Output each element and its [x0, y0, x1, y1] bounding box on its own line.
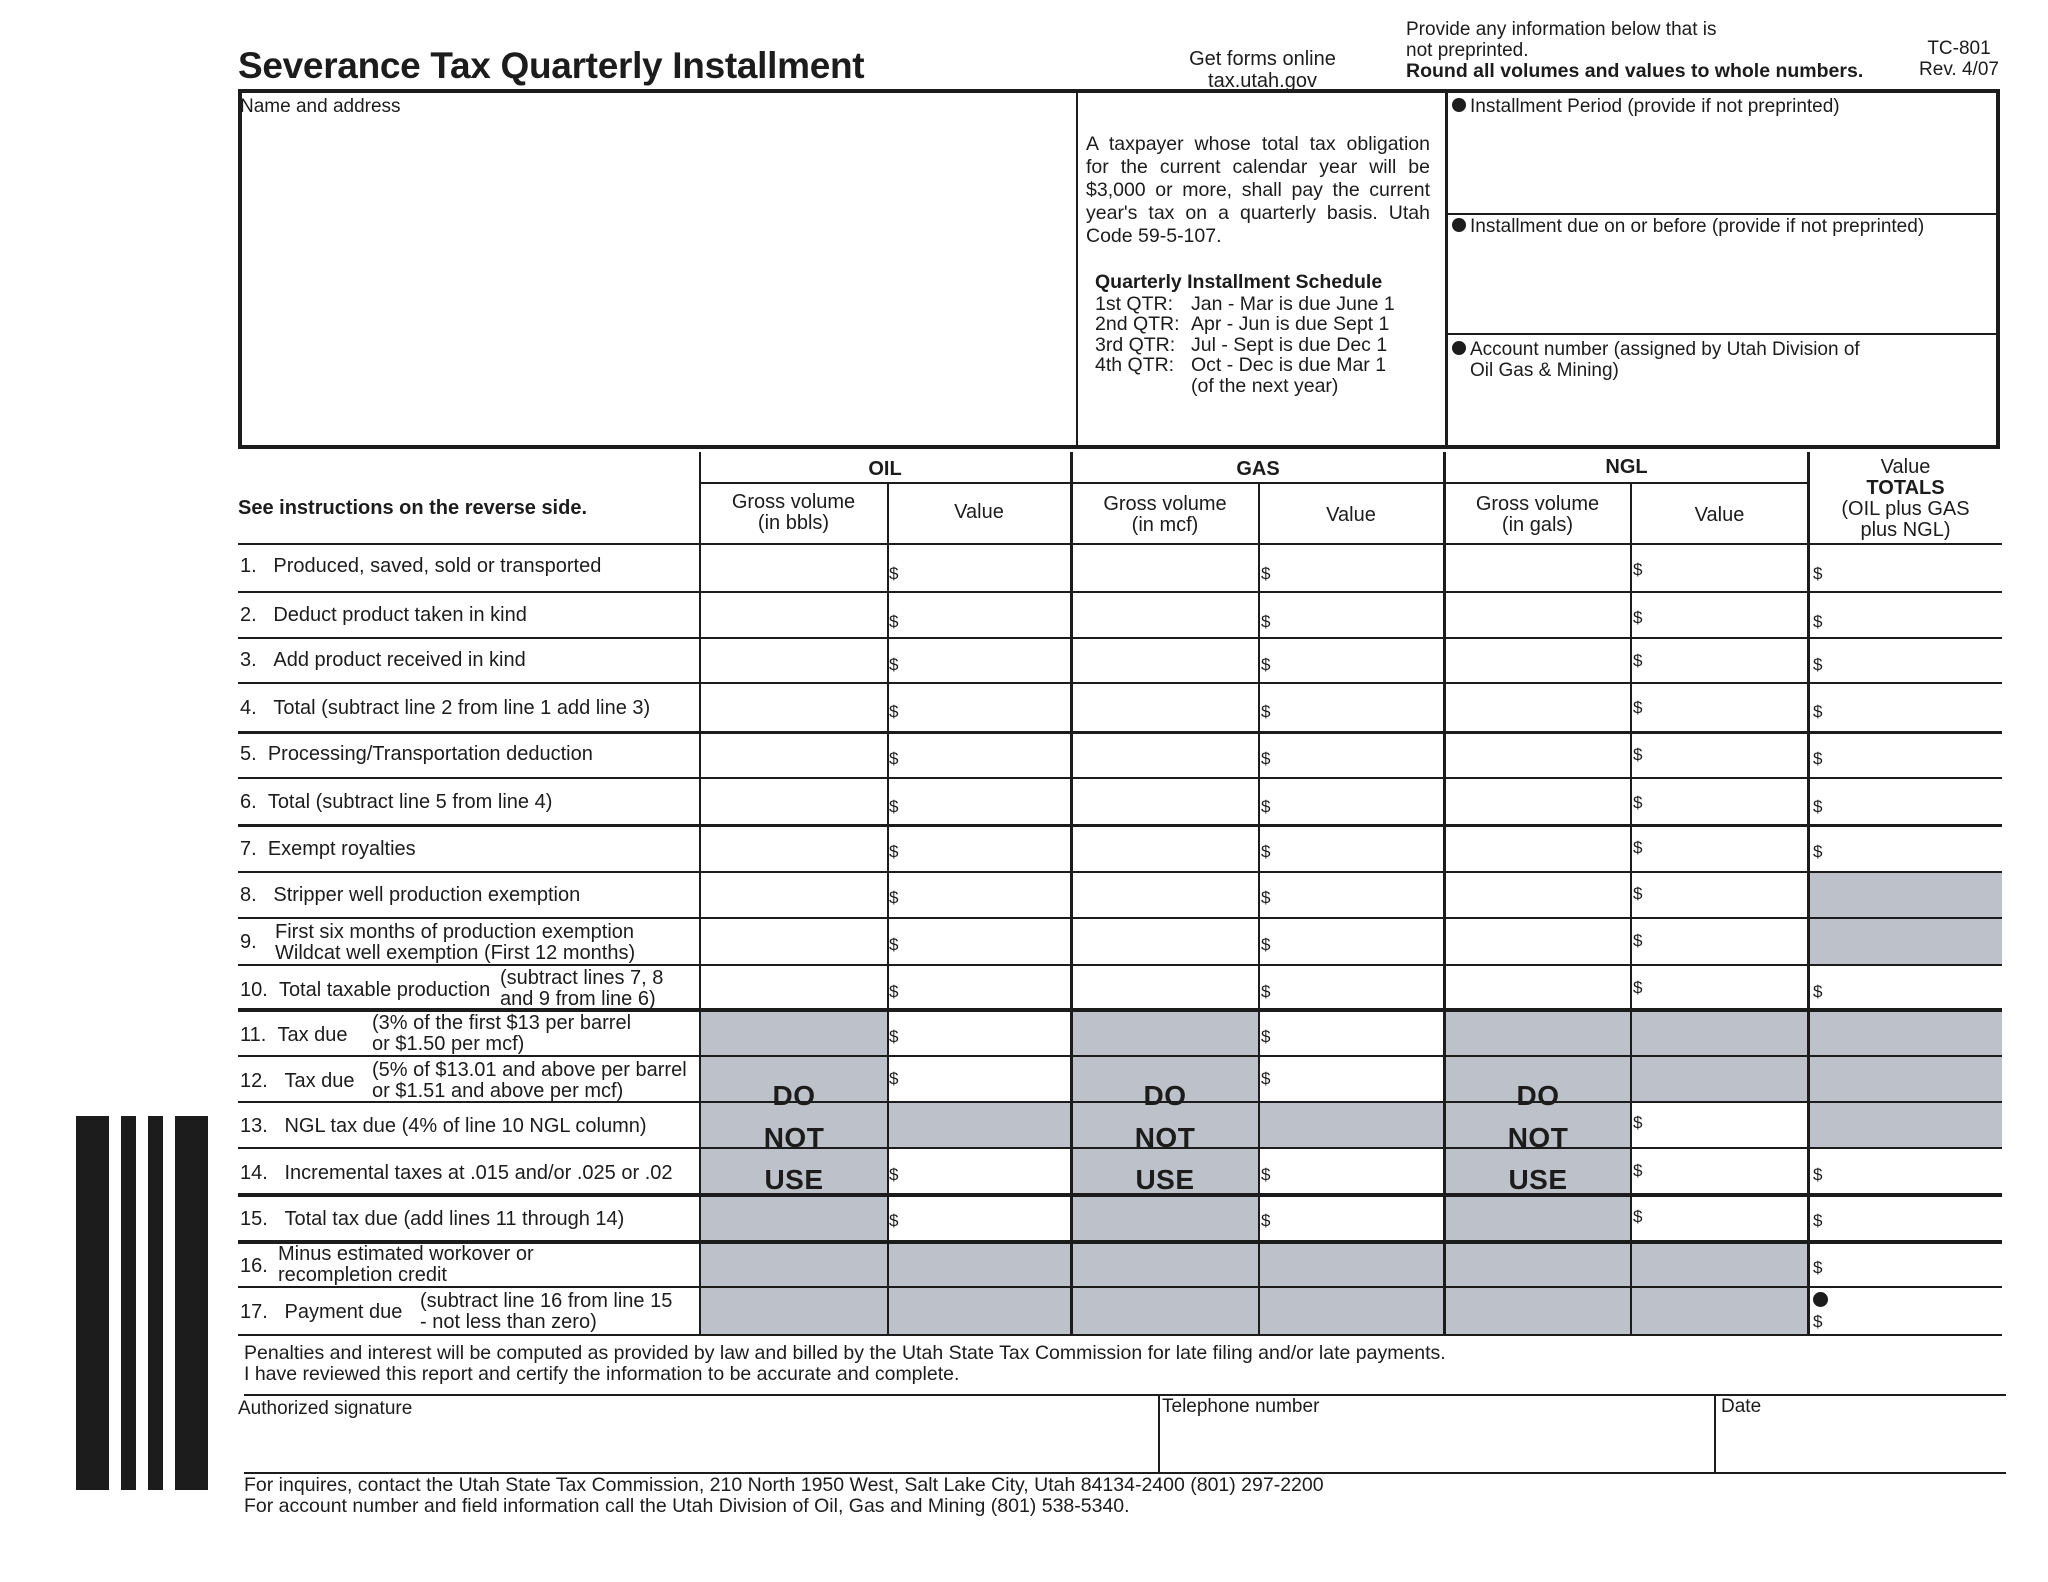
- dollar-sign-row-9-gas: $: [1261, 935, 1271, 954]
- payment-due-bullet-icon: [1813, 1292, 1828, 1307]
- schedule-row: 1st QTR: Jan - Mar is due June 1: [1095, 292, 1395, 315]
- row-8-label: 8. Stripper well production exemption: [240, 884, 581, 906]
- installment-period-field[interactable]: [1446, 120, 1996, 210]
- value-input-row-5-tot[interactable]: [1827, 741, 1977, 771]
- value-input-row-8-oil[interactable]: [903, 880, 1053, 910]
- value-input-row-6-oil[interactable]: [903, 789, 1053, 819]
- dollar-sign-row-7-ngl: $: [1633, 838, 1643, 857]
- schedule-row: 4th QTR: Oct - Dec is due Mar 1: [1095, 354, 1387, 376]
- account-info-text: For account number and field information call the Utah Division of Oil, Gas and Mining (801) 538-5340.: [244, 1495, 1130, 1517]
- row-15-label: 15. Total tax due (add lines 11 through 14): [240, 1208, 625, 1230]
- totals-header: Value TOTALS (OIL plus GAS plus NGL): [1841, 456, 1970, 541]
- dollar-sign-row-3-ngl: $: [1633, 651, 1643, 670]
- rule: [238, 777, 2002, 779]
- dollar-sign-row-5-ngl: $: [1633, 745, 1643, 764]
- row-17-label: 17. Payment due: [240, 1301, 403, 1323]
- schedule-title: Quarterly Installment Schedule: [1095, 271, 1383, 293]
- value-input-row-8-gas[interactable]: [1275, 880, 1425, 910]
- row-9-label: 9.: [240, 931, 257, 953]
- rule: [1158, 1394, 1160, 1473]
- bullet-icon: [1452, 98, 1466, 112]
- dollar-sign-row-6-ngl: $: [1633, 793, 1643, 812]
- dollar-sign-row-15-ngl: $: [1633, 1207, 1643, 1226]
- dollar-sign-row-7-gas: $: [1261, 842, 1271, 861]
- dollar-sign-row-11-gas: $: [1261, 1027, 1271, 1046]
- value-input-row-15-gas[interactable]: [1275, 1203, 1425, 1233]
- penalties-text: Penalties and interest will be computed as provided by law and billed by the Utah State Tax Commission for late filing and/or late payments.: [244, 1342, 1446, 1364]
- value-input-row-15-oil[interactable]: [903, 1203, 1053, 1233]
- value-input-row-14-gas[interactable]: [1275, 1157, 1425, 1187]
- rule: [238, 637, 2002, 639]
- get-forms-online: [1160, 48, 1365, 92]
- dollar-sign-row-2-tot: $: [1813, 612, 1823, 631]
- dollar-sign-row-10-oil: $: [889, 982, 899, 1001]
- form-number: TC-801: [1927, 38, 1991, 59]
- value-input-row-5-oil[interactable]: [903, 741, 1053, 771]
- schedule-row: (of the next year): [1191, 374, 1339, 397]
- dollar-sign-row-5-tot: $: [1813, 749, 1823, 768]
- schedule-row: 2nd QTR: Apr - Jun is due Sept 1: [1095, 313, 1390, 335]
- row-13-label: 13. NGL tax due (4% of line 10 NGL column): [240, 1115, 647, 1137]
- divider: [1076, 93, 1078, 449]
- row-17-note: (subtract line 16 from line 15 - not less than zero): [420, 1290, 673, 1333]
- dollar-sign-row-3-tot: $: [1813, 655, 1823, 674]
- value-input-row-5-ngl[interactable]: [1647, 741, 1797, 771]
- rule: [238, 917, 2002, 919]
- value-input-row-2-tot[interactable]: [1827, 604, 1977, 634]
- rule: [1630, 482, 1632, 1336]
- dollar-sign-row-10-ngl: $: [1633, 978, 1643, 997]
- rule: [238, 1334, 2002, 1336]
- value-input-row-1-tot[interactable]: [1827, 556, 1977, 586]
- rule: [1258, 482, 1260, 1336]
- dollar-sign-row-4-gas: $: [1261, 702, 1271, 721]
- dollar-sign-row-8-gas: $: [1261, 888, 1271, 907]
- value-input-row-12-gas[interactable]: [1275, 1061, 1425, 1091]
- row-16-label: 16.: [240, 1255, 268, 1277]
- rule: [1070, 452, 1073, 1336]
- value-input-row-8-ngl[interactable]: [1647, 880, 1797, 910]
- barcode-bar: [148, 1116, 163, 1490]
- dollar-sign-row-12-oil: $: [889, 1069, 899, 1088]
- dollar-sign-row-15-tot: $: [1813, 1211, 1823, 1230]
- shaded-cell: [700, 1241, 1808, 1336]
- round-note: Round all volumes and values to whole numbers.: [1406, 60, 1864, 82]
- value-input-row-13-ngl[interactable]: [1647, 1109, 1797, 1139]
- value-input-row-5-gas[interactable]: [1275, 741, 1425, 771]
- value-input-row-2-oil[interactable]: [903, 604, 1053, 634]
- rule: [238, 591, 2002, 593]
- row-1-label: 1. Produced, saved, sold or transported: [240, 555, 602, 577]
- certification-text: [244, 1343, 1446, 1385]
- value-input-row-7-ngl[interactable]: [1647, 834, 1797, 864]
- dollar-sign-row-2-ngl: $: [1633, 608, 1643, 627]
- value-input-row-4-oil[interactable]: [903, 694, 1053, 724]
- row-16-text: Minus estimated workover or recompletion credit: [278, 1243, 534, 1286]
- gas-value-header: Value: [1326, 504, 1376, 526]
- schedule-row: 3rd QTR: Jul - Sept is due Dec 1: [1095, 333, 1388, 356]
- dollar-sign-row-4-oil: $: [889, 702, 899, 721]
- divider: [1447, 333, 2000, 335]
- dollar-sign-row-14-ngl: $: [1633, 1161, 1643, 1180]
- rule: [238, 964, 2002, 966]
- value-input-row-14-ngl[interactable]: [1647, 1157, 1797, 1187]
- dollar-sign-row-6-tot: $: [1813, 797, 1823, 816]
- certify-text: I have reviewed this report and certify the information to be accurate and complete.: [244, 1363, 960, 1385]
- value-input-row-2-ngl[interactable]: [1647, 604, 1797, 634]
- rule: [238, 871, 2002, 873]
- dollar-sign-row-1-oil: $: [889, 564, 899, 583]
- dollar-sign-row-12-gas: $: [1261, 1069, 1271, 1088]
- value-input-row-14-tot[interactable]: [1827, 1157, 1977, 1187]
- ngl-value-header: Value: [1694, 504, 1745, 526]
- authorized-signature-field[interactable]: [244, 1420, 1154, 1470]
- name-address-label: Name and address: [240, 96, 401, 117]
- telephone-field[interactable]: [1162, 1420, 1710, 1470]
- row-2-label: 2. Deduct product taken in kind: [240, 604, 527, 626]
- value-input-row-15-tot[interactable]: [1827, 1203, 1977, 1233]
- row-3-label: 3. Add product received in kind: [240, 649, 526, 671]
- row-10-note: (subtract lines 7, 8 and 9 from line 6): [500, 967, 664, 1010]
- installment-due-field[interactable]: [1446, 240, 1996, 330]
- barcode-bar: [121, 1116, 136, 1490]
- value-input-row-9-gas[interactable]: [1275, 927, 1425, 957]
- shaded-cell: [1259, 1101, 1444, 1147]
- authorized-signature-label: Authorized signature: [238, 1398, 413, 1419]
- rule: [238, 1055, 2002, 1057]
- barcode-bar: [76, 1116, 109, 1490]
- value-input-row-15-ngl[interactable]: [1647, 1203, 1797, 1233]
- divider: [1447, 213, 2000, 215]
- date-field[interactable]: [1720, 1420, 2004, 1470]
- dollar-sign-row-9-ngl: $: [1633, 931, 1643, 950]
- shaded-cell: [1808, 1101, 2002, 1147]
- row-11-label: 11. Tax due: [240, 1024, 348, 1046]
- dollar-sign-row-11-oil: $: [889, 1027, 899, 1046]
- rule: [1807, 452, 1810, 1336]
- get-forms-url[interactable]: tax.utah.gov: [1208, 70, 1317, 92]
- installment-period-label: Installment Period (provide if not preprinted): [1452, 96, 1840, 117]
- value-input-row-4-gas[interactable]: [1275, 694, 1425, 724]
- value-input-row-1-ngl[interactable]: [1647, 556, 1797, 586]
- account-number-field[interactable]: [1446, 384, 1996, 444]
- value-input-row-1-oil[interactable]: [903, 556, 1053, 586]
- value-input-row-6-ngl[interactable]: [1647, 789, 1797, 819]
- dollar-sign-row-3-oil: $: [889, 655, 899, 674]
- value-input-row-6-tot[interactable]: [1827, 789, 1977, 819]
- rule: [238, 1286, 2002, 1288]
- value-input-row-11-gas[interactable]: [1275, 1019, 1425, 1049]
- installment-due-label: Installment due on or before (provide if not preprinted): [1452, 216, 1924, 237]
- dollar-sign-row-1-ngl: $: [1633, 560, 1643, 579]
- rule: [1443, 452, 1446, 1336]
- dollar-sign-row-7-oil: $: [889, 842, 899, 861]
- gas-header: GAS: [1236, 458, 1280, 480]
- instructions-note: See instructions on the reverse side.: [238, 497, 588, 519]
- bullet-icon: [1452, 218, 1466, 232]
- row-4-label: 4. Total (subtract line 2 from line 1 add line 3): [240, 697, 651, 719]
- dollar-sign-row-14-gas: $: [1261, 1165, 1271, 1184]
- value-input-row-3-tot[interactable]: [1827, 647, 1977, 677]
- dollar-sign-row-8-oil: $: [889, 888, 899, 907]
- form-title: Severance Tax Quarterly Installment: [238, 45, 865, 86]
- value-input-row-10-tot[interactable]: [1827, 974, 1977, 1004]
- do-not-use-oil: DO NOT USE: [763, 1080, 825, 1195]
- barcode-bar: [175, 1116, 208, 1490]
- row-11-note: (3% of the first $13 per barrel or $1.50 per mcf): [372, 1012, 632, 1055]
- do-not-use-gas: DO NOT USE: [1134, 1080, 1196, 1195]
- row-10-label: 10. Total taxable production: [240, 979, 491, 1001]
- dollar-sign-row-5-gas: $: [1261, 749, 1271, 768]
- value-input-row-1-gas[interactable]: [1275, 556, 1425, 586]
- value-input-row-9-ngl[interactable]: [1647, 927, 1797, 957]
- rule: [700, 482, 1808, 484]
- rule: [238, 543, 2002, 545]
- account-number-label: Account number (assigned by Utah Division of Oil Gas & Mining): [1452, 339, 1860, 381]
- dollar-sign-row-2-gas: $: [1261, 612, 1271, 631]
- gas-gross-volume-header: Gross volume (in mcf): [1103, 493, 1227, 536]
- value-input-row-6-gas[interactable]: [1275, 789, 1425, 819]
- row-9-text: First six months of production exemption Wildcat well exemption (First 12 months): [275, 921, 636, 964]
- dollar-sign-row-4-ngl: $: [1633, 698, 1643, 717]
- dollar-sign-row-4-tot: $: [1813, 702, 1823, 721]
- value-input-row-16-tot[interactable]: [1827, 1250, 1977, 1280]
- dollar-sign-row-3-gas: $: [1261, 655, 1271, 674]
- value-input-row-10-oil[interactable]: [903, 974, 1053, 1004]
- value-input-row-9-oil[interactable]: [903, 927, 1053, 957]
- date-label: Date: [1721, 1396, 1762, 1417]
- value-input-row-3-oil[interactable]: [903, 647, 1053, 677]
- contact-info: [244, 1475, 1324, 1517]
- dollar-sign-row-15-oil: $: [889, 1211, 899, 1230]
- installment-schedule: [1095, 272, 1435, 396]
- dollar-sign-row-2-oil: $: [889, 612, 899, 631]
- name-address-field[interactable]: [242, 120, 1070, 445]
- oil-gross-volume-header: Gross volume (in bbls): [731, 491, 856, 534]
- value-input-row-4-ngl[interactable]: [1647, 694, 1797, 724]
- form-revision: Rev. 4/07: [1919, 59, 1999, 80]
- ngl-gross-volume-header: Gross volume (in gals): [1475, 493, 1600, 536]
- provide-info-note: [1406, 19, 1906, 82]
- dollar-sign-row-8-ngl: $: [1633, 884, 1643, 903]
- dollar-sign-row-14-tot: $: [1813, 1165, 1823, 1184]
- dollar-sign-row-5-oil: $: [889, 749, 899, 768]
- row-14-label: 14. Incremental taxes at .015 and/or .025 or .02: [240, 1162, 673, 1184]
- row-12-label: 12. Tax due: [240, 1070, 355, 1092]
- row-5-label: 5. Processing/Transportation deduction: [240, 743, 593, 765]
- value-input-row-14-oil[interactable]: [903, 1157, 1053, 1187]
- dollar-sign-row-15-gas: $: [1261, 1211, 1271, 1230]
- telephone-label: Telephone number: [1162, 1396, 1320, 1417]
- value-input-row-3-gas[interactable]: [1275, 647, 1425, 677]
- dollar-sign-row-14-oil: $: [889, 1165, 899, 1184]
- ngl-header: NGL: [1605, 456, 1648, 478]
- value-input-row-4-tot[interactable]: [1827, 694, 1977, 724]
- value-input-row-10-gas[interactable]: [1275, 974, 1425, 1004]
- bullet-icon: [1452, 341, 1466, 355]
- value-input-row-3-ngl[interactable]: [1647, 647, 1797, 677]
- dollar-sign-row-13-ngl: $: [1633, 1113, 1643, 1132]
- get-forms-text: Get forms online: [1189, 48, 1336, 70]
- rule: [699, 452, 701, 1336]
- rule: [1714, 1394, 1716, 1473]
- dollar-sign-row-9-oil: $: [889, 935, 899, 954]
- value-input-row-11-oil[interactable]: [903, 1019, 1053, 1049]
- dollar-sign-row-6-oil: $: [889, 797, 899, 816]
- value-input-row-2-gas[interactable]: [1275, 604, 1425, 634]
- dollar-sign-row-16-tot: $: [1813, 1258, 1823, 1277]
- quarterly-notice: A taxpayer whose total tax obligation for the current calendar year will be $3,000 or more, shall pay the current year's tax on a quarterly basis. Utah Code 59-5-107.: [1086, 133, 1430, 247]
- value-input-row-10-ngl[interactable]: [1647, 974, 1797, 1004]
- value-input-row-7-gas[interactable]: [1275, 834, 1425, 864]
- provide-line-2: not preprinted.: [1406, 40, 1529, 61]
- row-12-note: (5% of $13.01 and above per barrel or $1.51 and above per mcf): [372, 1059, 687, 1102]
- value-input-row-12-oil[interactable]: [903, 1061, 1053, 1091]
- rule: [238, 824, 2002, 827]
- inquiries-text: For inquires, contact the Utah State Tax Commission, 210 North 1950 West, Salt Lake City, Utah 84134-2400 (801) 297-2200: [244, 1474, 1324, 1496]
- value-input-row-7-tot[interactable]: [1827, 834, 1977, 864]
- dollar-sign-row-10-tot: $: [1813, 982, 1823, 1001]
- row-6-label: 6. Total (subtract line 5 from line 4): [240, 791, 553, 813]
- dollar-sign-row-17-tot: $: [1813, 1312, 1823, 1331]
- do-not-use-ngl: DO NOT USE: [1507, 1080, 1569, 1195]
- value-input-row-7-oil[interactable]: [903, 834, 1053, 864]
- rule: [238, 731, 2002, 734]
- provide-line-1: Provide any information below that is: [1406, 19, 1717, 40]
- dollar-sign-row-1-gas: $: [1261, 564, 1271, 583]
- oil-header: OIL: [868, 458, 902, 480]
- shaded-cell: [888, 1101, 1071, 1147]
- dollar-sign-row-6-gas: $: [1261, 797, 1271, 816]
- oil-value-header: Value: [954, 501, 1004, 523]
- rule: [887, 482, 889, 1336]
- row-7-label: 7. Exempt royalties: [240, 838, 416, 860]
- dollar-sign-row-1-tot: $: [1813, 564, 1823, 583]
- dollar-sign-row-10-gas: $: [1261, 982, 1271, 1001]
- rule: [238, 682, 2002, 684]
- form-number-block: [1905, 38, 2013, 80]
- value-input-row-17-tot[interactable]: [1827, 1304, 1977, 1334]
- severance-tax-table: [238, 452, 2002, 1336]
- dollar-sign-row-7-tot: $: [1813, 842, 1823, 861]
